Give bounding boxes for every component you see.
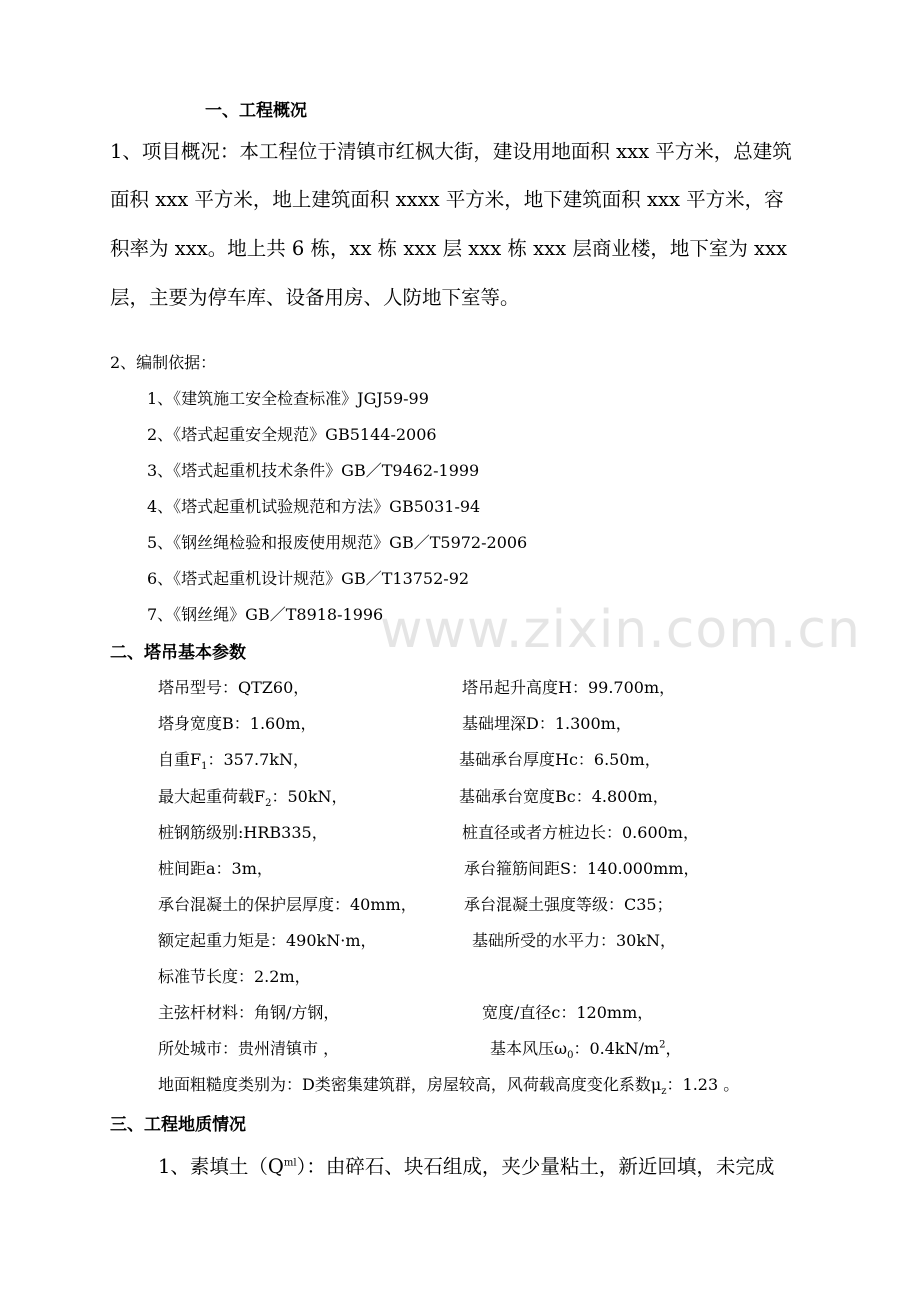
basis-heading: 2、编制依据： bbox=[110, 353, 217, 372]
reference-item: 4、《塔式起重机试验规范和方法》GB5031-94 bbox=[147, 497, 481, 516]
overview-line-1: 1、项目概况：本工程位于清镇市红枫大街，建设用地面积 xxx 平方米，总建筑 bbox=[110, 140, 792, 163]
param-stirrup-spacing: 承台箍筋间距S：140.000mm， bbox=[464, 859, 700, 878]
overview-line-2: 面积 xxx 平方米，地上建筑面积 xxxx 平方米，地下建筑面积 xxx 平方米，容 bbox=[110, 188, 784, 211]
reference-item: 1、《建筑施工安全检查标准》JGJ59-99 bbox=[147, 389, 429, 408]
overview-line-4: 层，主要为停车库、设备用房、人防地下室等。 bbox=[110, 286, 520, 309]
reference-item: 7、《钢丝绳》GB／T8918-1996 bbox=[147, 605, 384, 624]
param-chord-material: 主弦杆材料：角钢/方钢， bbox=[158, 1003, 340, 1022]
param-pile-spacing: 桩间距a：3m， bbox=[158, 859, 273, 878]
param-lift-height: 塔吊起升高度H：99.700m， bbox=[462, 678, 676, 697]
watermark: www.zixin.com.cn bbox=[380, 600, 861, 660]
param-tower-width: 塔身宽度B：1.60m， bbox=[158, 714, 317, 733]
param-max-load: 最大起重荷载$F_2$：50kN， bbox=[158, 787, 348, 810]
reference-item: 2、《塔式起重安全规范》GB5144-2006 bbox=[147, 425, 437, 444]
param-wind-pressure: 基本风压$\omega_0$：$0.4kN/m^2$， bbox=[490, 1039, 682, 1062]
section2-heading: 二、塔吊基本参数 bbox=[110, 643, 246, 663]
param-foundation-depth: 基础埋深D：1.300m， bbox=[462, 714, 632, 733]
param-cap-thickness: 基础承台厚度Hc：6.50m， bbox=[459, 750, 661, 769]
geology-line-1: 1、素填土$(Q^{ml})$：由碎石、块石组成，夹少量粘土，新近回填，未完成 bbox=[158, 1155, 775, 1178]
param-pile-diameter: 桩直径或者方桩边长：0.600m， bbox=[462, 823, 699, 842]
section3-heading: 三、工程地质情况 bbox=[110, 1115, 246, 1135]
param-horizontal-force: 基础所受的水平力：30kN， bbox=[472, 931, 677, 950]
param-section-length: 标准节长度：2.2m， bbox=[158, 967, 311, 986]
param-concrete-grade: 承台混凝土强度等级：C35； bbox=[464, 895, 673, 914]
param-rebar-grade: 桩钢筋级别:HRB335， bbox=[158, 823, 328, 842]
overview-line-3: 积率为 xxx。地上共 6 栋，xx 栋 xxx 层 xxx 栋 xxx 层商业楼，地下室为 xxx bbox=[110, 237, 788, 260]
reference-item: 5、《钢丝绳检验和报废使用规范》GB／T5972-2006 bbox=[147, 533, 528, 552]
param-cap-width: 基础承台宽度Bc：4.800m， bbox=[459, 787, 669, 806]
param-rated-moment: 额定起重力矩是：490kN·m， bbox=[158, 931, 377, 950]
param-self-weight: 自重$F_1$：357.7kN， bbox=[158, 750, 309, 773]
reference-item: 3、《塔式起重机技术条件》GB／T9462-1999 bbox=[147, 461, 480, 480]
param-chord-width: 宽度/直径c：120mm， bbox=[482, 1003, 654, 1022]
param-ground-roughness: 地面粗糙度类别为：D类密集建筑群，房屋较高，风荷载高度变化系数$\mu_z$：1.23 。 bbox=[158, 1075, 740, 1098]
param-model: 塔吊型号：QTZ60， bbox=[158, 678, 310, 697]
section1-heading: 一、工程概况 bbox=[205, 101, 307, 121]
param-concrete-cover: 承台混凝土的保护层厚度：40mm， bbox=[158, 895, 417, 914]
param-city: 所处城市：贵州清镇市 ， bbox=[158, 1039, 340, 1058]
reference-item: 6、《塔式起重机设计规范》GB／T13752-92 bbox=[147, 569, 470, 588]
